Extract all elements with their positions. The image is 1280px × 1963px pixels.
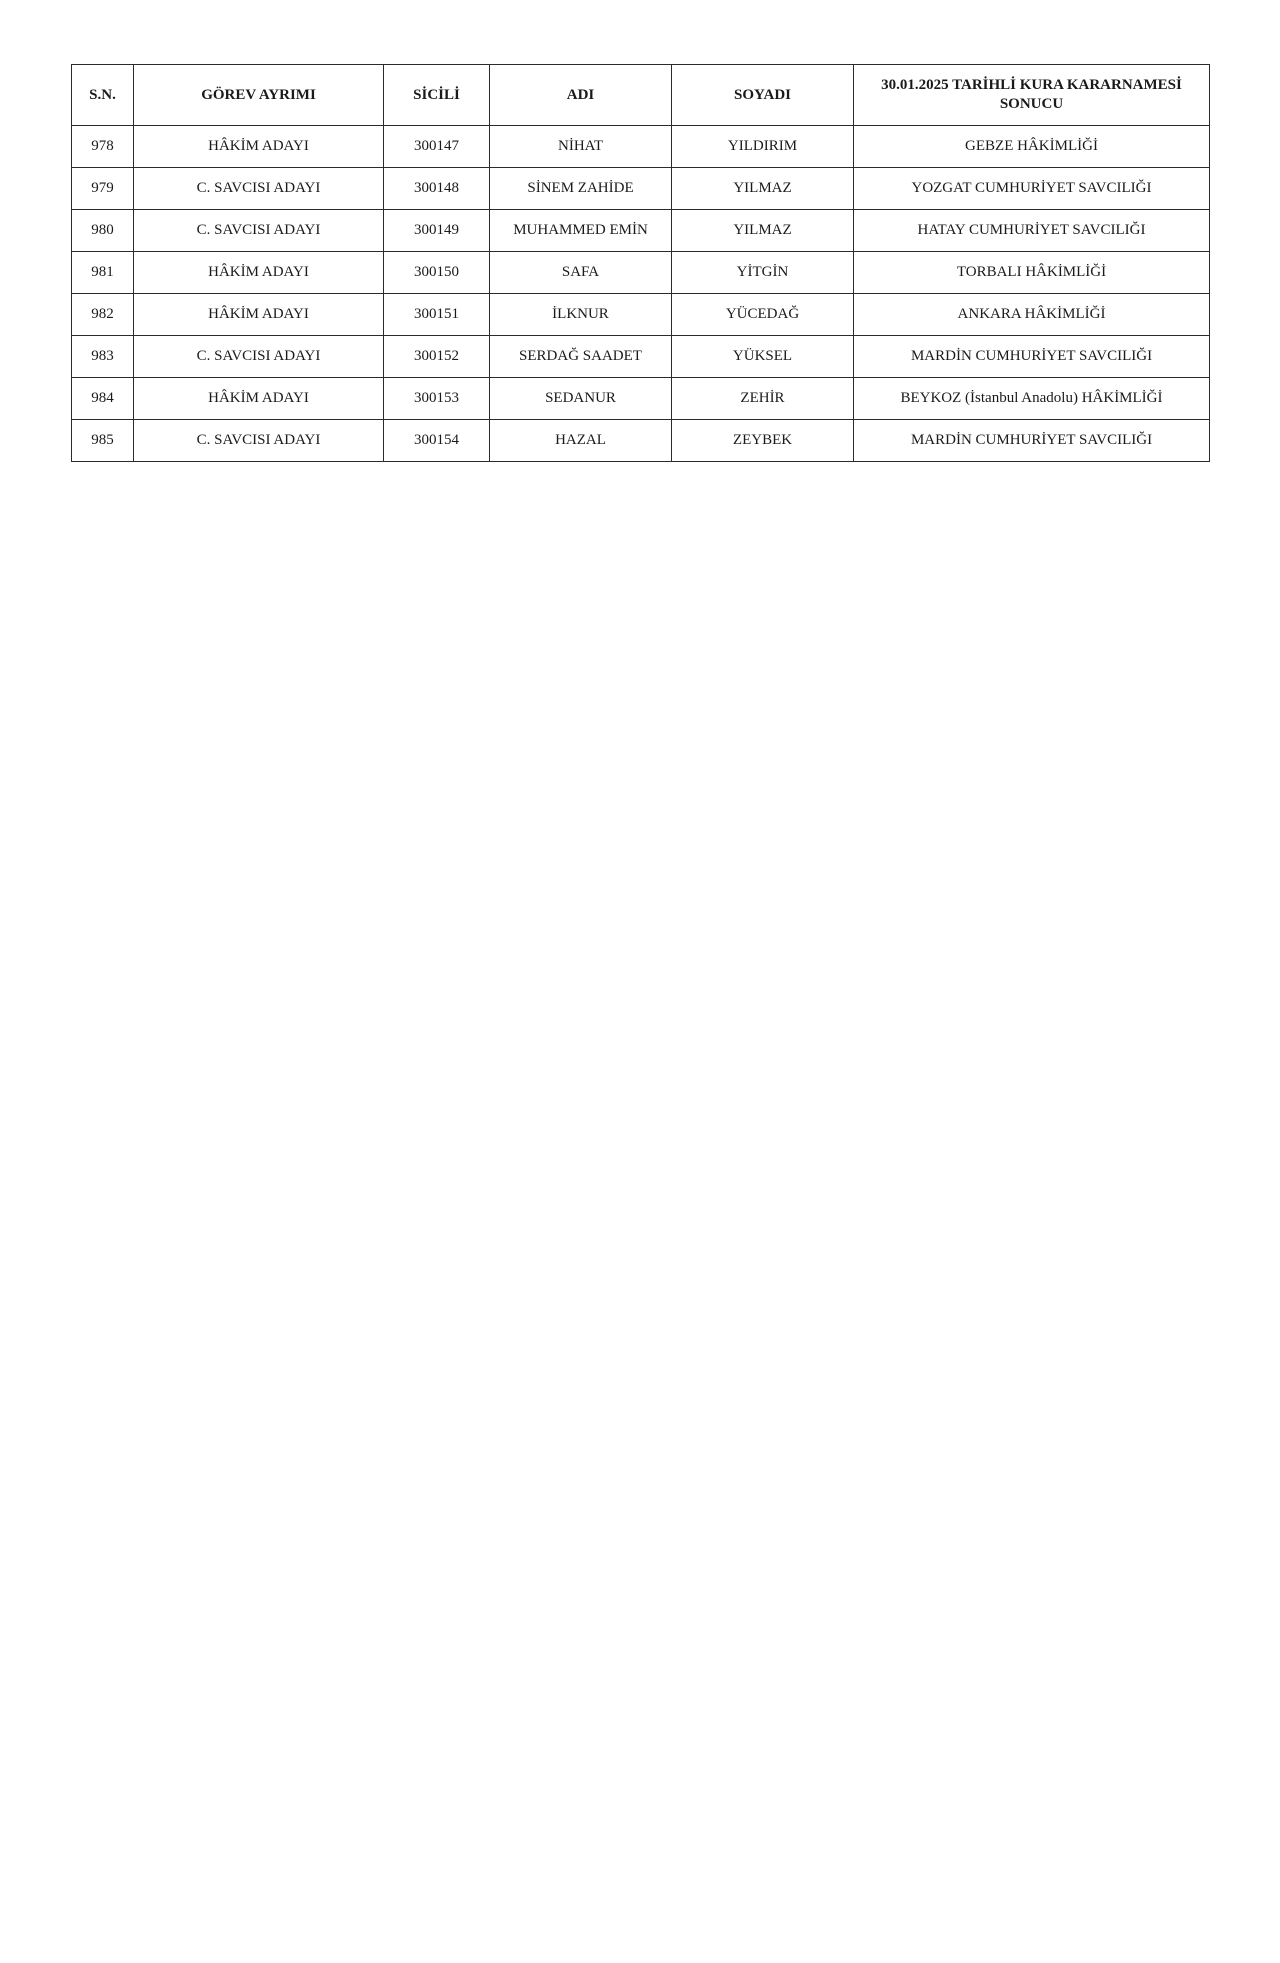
cell-sn: 979 [72, 168, 134, 210]
cell-soyadi: YÜKSEL [672, 336, 854, 378]
cell-sn: 981 [72, 252, 134, 294]
cell-adi: MUHAMMED EMİN [490, 210, 672, 252]
table-row [72, 378, 1210, 420]
cell-kura-sonucu: MARDİN CUMHURİYET SAVCILIĞI [854, 420, 1210, 462]
cell-soyadi: ZEHİR [672, 378, 854, 420]
cell-sicili: 300147 [384, 126, 490, 168]
cell-kura-sonucu: YOZGAT CUMHURİYET SAVCILIĞI [854, 168, 1210, 210]
cell-sicili: 300149 [384, 210, 490, 252]
cell-gorev-ayrimi: HÂKİM ADAYI [134, 378, 384, 420]
header-row [72, 65, 1210, 126]
cell-soyadi: YILMAZ [672, 210, 854, 252]
table-header [72, 65, 1210, 126]
cell-kura-sonucu: TORBALI HÂKİMLİĞİ [854, 252, 1210, 294]
table-body [72, 126, 1210, 462]
cell-gorev-ayrimi: HÂKİM ADAYI [134, 252, 384, 294]
cell-soyadi: ZEYBEK [672, 420, 854, 462]
header-gorev-ayrimi: GÖREV AYRIMI [134, 65, 384, 126]
cell-sicili: 300148 [384, 168, 490, 210]
cell-soyadi: YİTGİN [672, 252, 854, 294]
cell-sn: 984 [72, 378, 134, 420]
table-row [72, 252, 1210, 294]
cell-gorev-ayrimi: C. SAVCISI ADAYI [134, 168, 384, 210]
cell-adi: SİNEM ZAHİDE [490, 168, 672, 210]
cell-sicili: 300154 [384, 420, 490, 462]
results-table [71, 64, 1210, 462]
cell-sn: 982 [72, 294, 134, 336]
cell-kura-sonucu: ANKARA HÂKİMLİĞİ [854, 294, 1210, 336]
cell-adi: SERDAĞ SAADET [490, 336, 672, 378]
cell-soyadi: YILMAZ [672, 168, 854, 210]
cell-sicili: 300150 [384, 252, 490, 294]
cell-sn: 980 [72, 210, 134, 252]
header-adi: ADI [490, 65, 672, 126]
header-sn: S.N. [72, 65, 134, 126]
cell-sn: 978 [72, 126, 134, 168]
table-row [72, 126, 1210, 168]
table-row [72, 168, 1210, 210]
cell-sn: 985 [72, 420, 134, 462]
cell-gorev-ayrimi: HÂKİM ADAYI [134, 294, 384, 336]
table-row [72, 336, 1210, 378]
cell-kura-sonucu: GEBZE HÂKİMLİĞİ [854, 126, 1210, 168]
cell-soyadi: YÜCEDAĞ [672, 294, 854, 336]
cell-sn: 983 [72, 336, 134, 378]
table-row [72, 210, 1210, 252]
header-kura-sonucu: 30.01.2025 TARİHLİ KURA KARARNAMESİ SONUCU [854, 65, 1210, 126]
cell-soyadi: YILDIRIM [672, 126, 854, 168]
cell-adi: SAFA [490, 252, 672, 294]
cell-sicili: 300151 [384, 294, 490, 336]
cell-gorev-ayrimi: HÂKİM ADAYI [134, 126, 384, 168]
cell-gorev-ayrimi: C. SAVCISI ADAYI [134, 210, 384, 252]
header-soyadi: SOYADI [672, 65, 854, 126]
table-row [72, 420, 1210, 462]
cell-adi: SEDANUR [490, 378, 672, 420]
cell-adi: NİHAT [490, 126, 672, 168]
cell-adi: HAZAL [490, 420, 672, 462]
cell-kura-sonucu: HATAY CUMHURİYET SAVCILIĞI [854, 210, 1210, 252]
table-row [72, 294, 1210, 336]
cell-sicili: 300153 [384, 378, 490, 420]
header-sicili: SİCİLİ [384, 65, 490, 126]
cell-gorev-ayrimi: C. SAVCISI ADAYI [134, 420, 384, 462]
cell-kura-sonucu: BEYKOZ (İstanbul Anadolu) HÂKİMLİĞİ [854, 378, 1210, 420]
cell-adi: İLKNUR [490, 294, 672, 336]
cell-kura-sonucu: MARDİN CUMHURİYET SAVCILIĞI [854, 336, 1210, 378]
cell-gorev-ayrimi: C. SAVCISI ADAYI [134, 336, 384, 378]
cell-sicili: 300152 [384, 336, 490, 378]
